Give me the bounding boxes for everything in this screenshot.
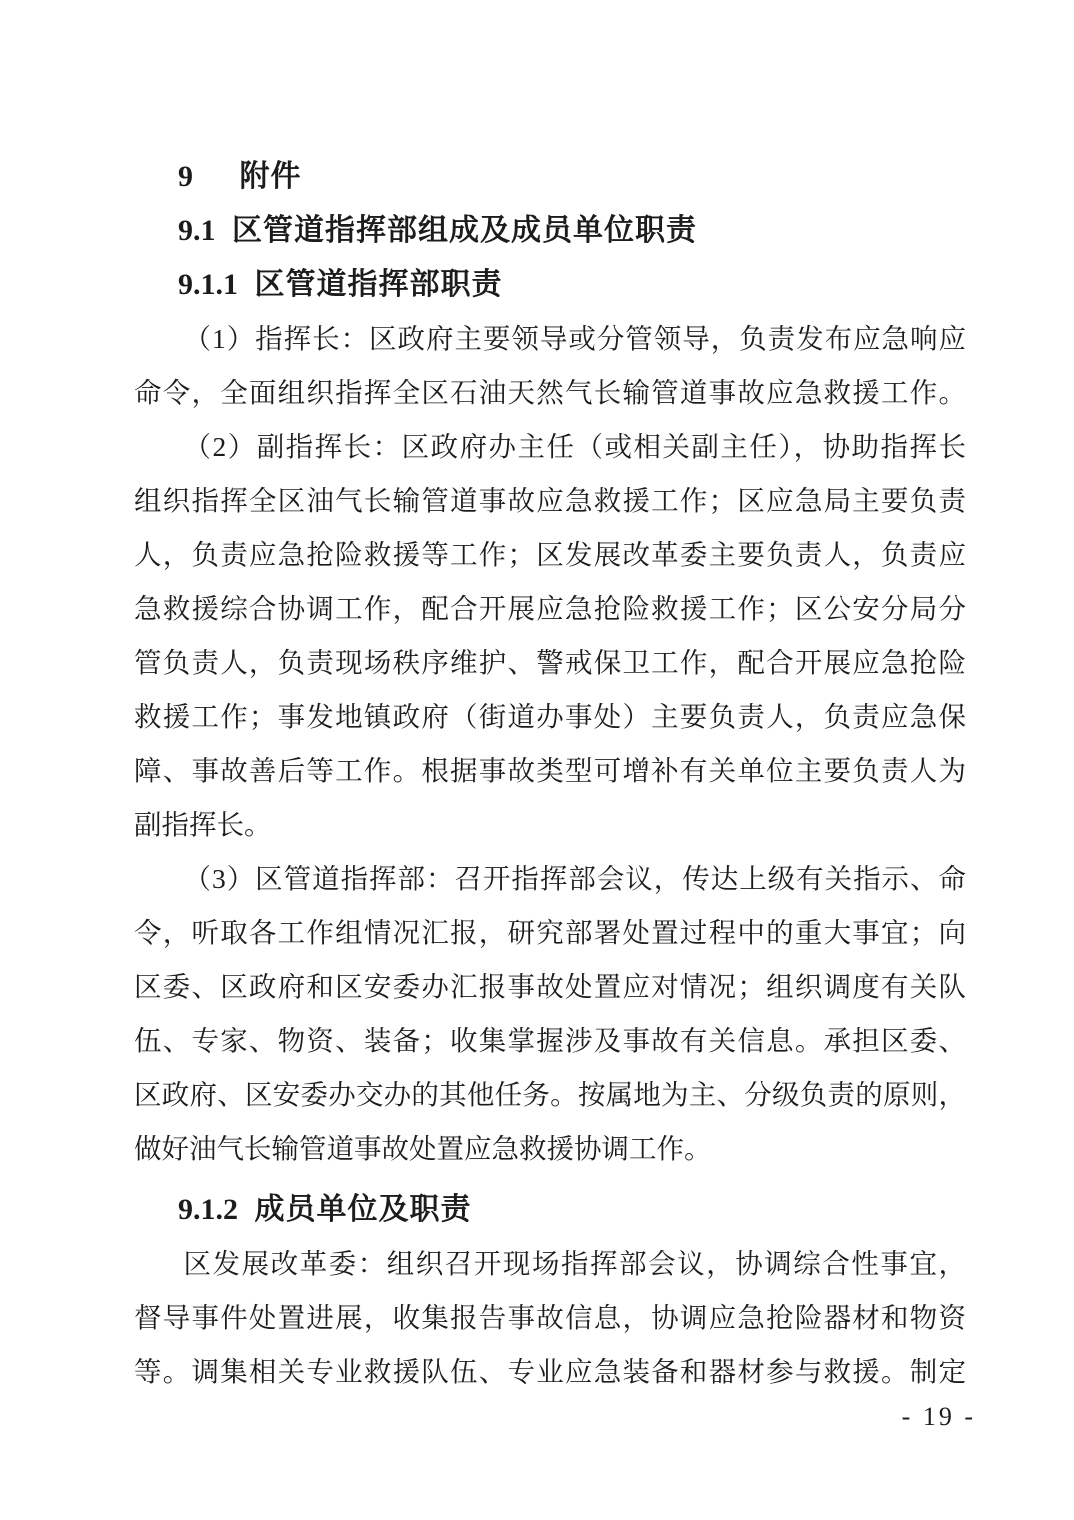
text-line: （3）区管道指挥部：召开指挥部会议，传达上级有关指示、命 (183, 863, 966, 894)
text-line: 做好油气长输管道事故处置应急救援协调工作。 (134, 1133, 712, 1164)
heading-title: 区管道指挥部组成及成员单位职责 (232, 214, 697, 247)
text-line: 督导事件处置进展，收集报告事故信息，协调应急抢险器材和物资 (134, 1302, 966, 1333)
document-content (134, 150, 966, 1399)
text-line: 障、事故善后等工作。根据事故类型可增补有关单位主要负责人为 (134, 755, 966, 786)
text-line: （2）副指挥长：区政府办主任（或相关副主任），协助指挥长 (183, 431, 966, 462)
paragraph-commander (134, 312, 966, 420)
paragraph-headquarters (134, 852, 966, 1176)
text-line: 组织指挥全区油气长输管道事故应急救援工作；区应急局主要负责 (134, 485, 966, 516)
heading-section-9 (178, 150, 966, 204)
text-line: 人，负责应急抢险救援等工作；区发展改革委主要负责人，负责应 (134, 539, 966, 570)
text-line: 区政府、区安委办交办的其他任务。按属地为主、分级负责的原则， (134, 1079, 966, 1110)
heading-number: 9.1 (178, 214, 216, 247)
heading-title: 成员单位及职责 (254, 1193, 472, 1226)
paragraph-deputy-commander (134, 420, 966, 852)
text-line: 急救援综合协调工作，配合开展应急抢险救援工作；区公安分局分 (134, 593, 966, 624)
text-line: 救援工作；事发地镇政府（街道办事处）主要负责人，负责应急保 (134, 701, 966, 732)
heading-number: 9 (178, 160, 193, 193)
heading-section-9-1 (178, 204, 966, 258)
heading-number: 9.1.1 (178, 268, 238, 301)
paragraph-development-reform-commission (134, 1237, 966, 1399)
text-line: 副指挥长。 (134, 809, 272, 840)
text-line: 管负责人，负责现场秩序维护、警戒保卫工作，配合开展应急抢险 (134, 647, 966, 678)
heading-section-9-1-2 (178, 1183, 966, 1237)
heading-number: 9.1.2 (178, 1193, 238, 1226)
heading-title: 附件 (239, 160, 302, 193)
heading-title: 区管道指挥部职责 (254, 268, 503, 301)
text-line: 区委、区政府和区安委办汇报事故处置应对情况；组织调度有关队 (134, 971, 966, 1002)
text-line: 等。调集相关专业救援队伍、专业应急装备和器材参与救援。制定 (134, 1356, 966, 1387)
text-line: （1）指挥长：区政府主要领导或分管领导，负责发布应急响应 (183, 323, 966, 354)
text-line: 令，听取各工作组情况汇报，研究部署处置过程中的重大事宜；向 (134, 917, 966, 948)
page-number: - 19 - (901, 1402, 976, 1431)
text-line: 命令，全面组织指挥全区石油天然气长输管道事故应急救援工作。 (134, 377, 966, 408)
heading-section-9-1-1 (178, 258, 966, 312)
text-line: 伍、专家、物资、装备；收集掌握涉及事故有关信息。承担区委、 (134, 1025, 966, 1056)
text-line: 区发展改革委：组织召开现场指挥部会议，协调综合性事宜， (183, 1248, 966, 1279)
